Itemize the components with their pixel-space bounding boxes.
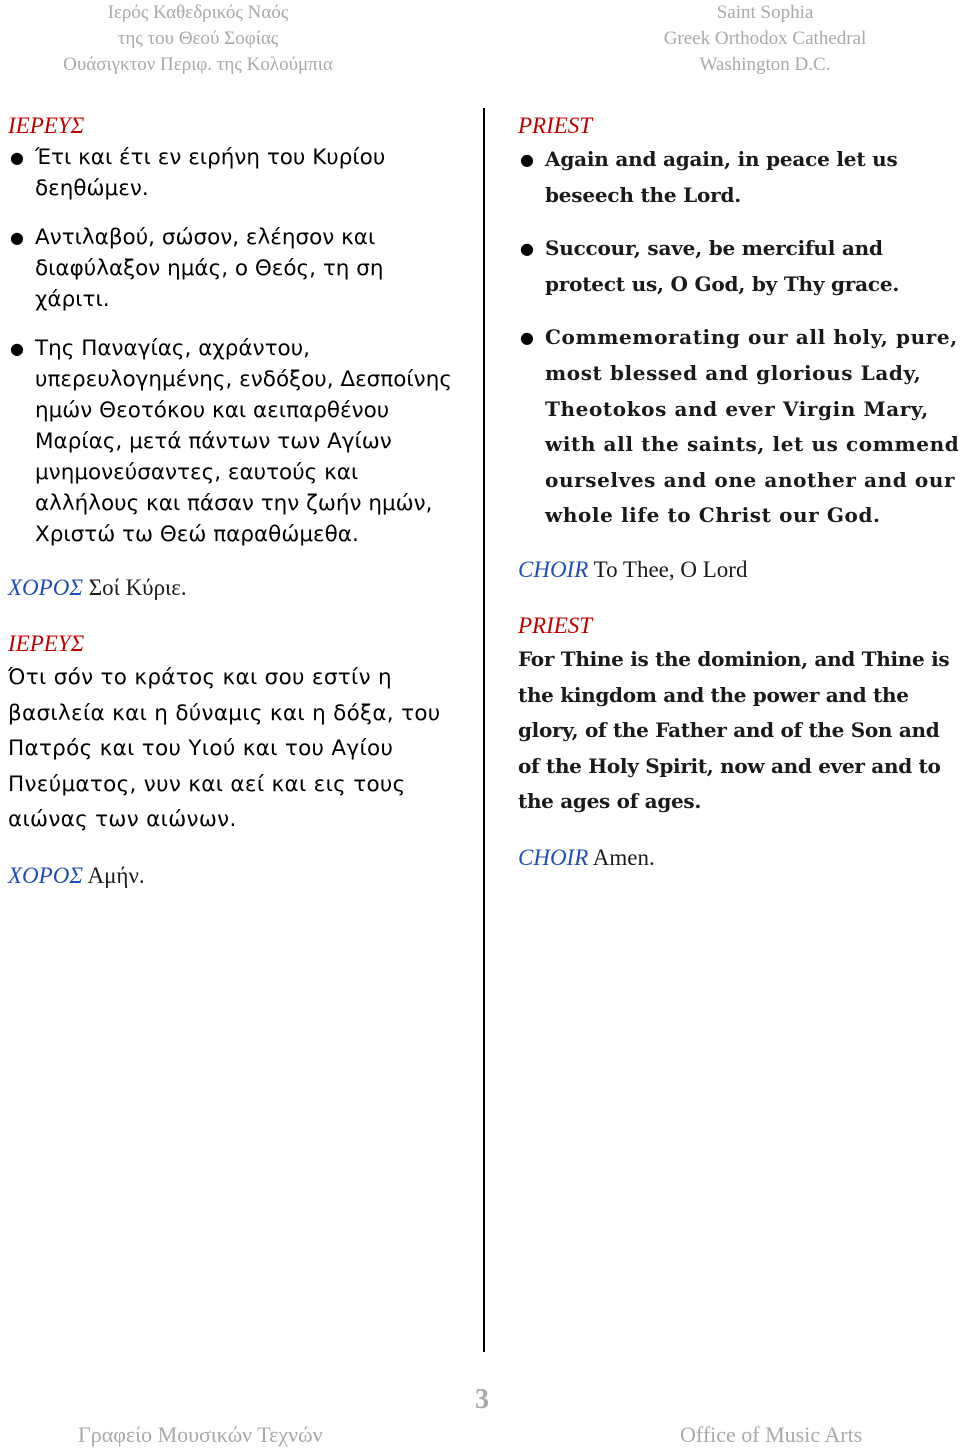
bullet-icon: ● [520, 239, 534, 259]
footer-english: Office of Music Arts [680, 1422, 863, 1447]
header-english-line-2: Greek Orthodox Cathedral [663, 28, 867, 49]
greek-petition [8, 222, 456, 315]
english-petition [518, 142, 960, 213]
english-petition-text: Commemorating our all holy, pure, most blessed and glorious Lady, Theotokos and ever Virgin Mary, with all the saints, let us commend ourselves and one another and our whole life to Christ our God. [545, 325, 960, 528]
greek-exclamation: Ότι σόν το κράτος και σου εστίν η βασιλεία και η δύναμις και η δόξα, του Πατρός και του Υιού και του Αγίου Πνεύματος, νυν και αεί και εις τους αιώνας των αιώνων. [8, 665, 441, 833]
bullet-icon: ● [520, 150, 534, 169]
header-english-line-1: Saint Sophia [716, 2, 814, 23]
greek-priest-label-2: ΙΕΡΕΥΣ [8, 631, 85, 656]
english-petition-text: Succour, save, be merciful and protect us, O God, by Thy grace. [545, 236, 900, 296]
english-exclamation: For Thine is the dominion, and Thine is the kingdom and the power and the glory, of the Father and of the Son and of the Holy Spirit, now and ever and to the ages of ages. [518, 646, 950, 814]
header-greek-line-2: της του Θεού Σοφίας [117, 28, 279, 49]
header-greek-line-1: Ιερός Καθεδρικός Ναός [107, 2, 289, 23]
column-divider [483, 108, 485, 1352]
greek-choir-label: ΧΟΡΟΣ [8, 575, 83, 600]
bullet-icon: ● [520, 328, 534, 348]
greek-petition-text: Έτι και έτι εν ειρήνη του Κυρίου δεηθώμεν. [35, 145, 386, 201]
greek-petition [8, 142, 456, 204]
bullet-icon: ● [10, 339, 24, 358]
greek-choir-response-text-2: Αμήν. [87, 862, 145, 888]
english-petition [518, 231, 960, 302]
page-number: 3 [475, 1384, 489, 1415]
english-petitions-list [518, 142, 960, 534]
greek-petition-text: Αντιλαβού, σώσον, ελέησον και διαφύλαξον ημάς, ο Θεός, τη ση χάριτι. [35, 225, 384, 312]
header-greek [40, 0, 356, 78]
english-choir-response-text-2: Amen. [592, 844, 655, 870]
header-english [640, 0, 890, 78]
greek-choir-response-2 [8, 860, 456, 892]
english-petition [518, 320, 960, 534]
bullet-icon: ● [10, 148, 24, 167]
english-priest-label: PRIEST [518, 113, 593, 138]
greek-choir-label-2: ΧΟΡΟΣ [8, 862, 83, 888]
header-greek-line-3: Ουάσιγκτον Περιφ. της Κολούμπια [63, 54, 333, 75]
english-column [518, 110, 960, 874]
english-choir-response-text: To Thee, O Lord [593, 556, 748, 582]
english-priest-label-2: PRIEST [518, 612, 593, 638]
bullet-icon: ● [10, 228, 24, 247]
greek-choir-response-text: Σοί Κύριε. [88, 575, 187, 600]
greek-column [8, 110, 456, 892]
greek-petition-text: Της Παναγίας, αχράντου, υπερευλογημένης, ενδόξου, Δεσποίνης ημών Θεοτόκου και αειπαρθένου Μαρίας, μετά πάντων των Αγίων μνημονεύσαντες, εαυτούς και αλλήλους και πάσαν την ζωήν ημών, Χριστώ τω Θεώ παραθώμεθα. [35, 336, 452, 547]
greek-choir-response-1 [8, 572, 456, 604]
english-petition-text: Again and again, in peace let us beseech the Lord. [545, 147, 898, 207]
english-choir-response-1 [518, 554, 960, 586]
english-choir-response-2 [518, 842, 960, 874]
footer-greek: Γραφείο Μουσικών Τεχνών [78, 1422, 323, 1447]
english-choir-label-2: CHOIR [518, 844, 589, 870]
greek-priest-label: ΙΕΡΕΥΣ [8, 113, 85, 138]
english-choir-label: CHOIR [518, 556, 589, 582]
greek-petitions-list [8, 142, 456, 550]
greek-petition [8, 333, 456, 550]
header-english-line-3: Washington D.C. [699, 54, 831, 75]
